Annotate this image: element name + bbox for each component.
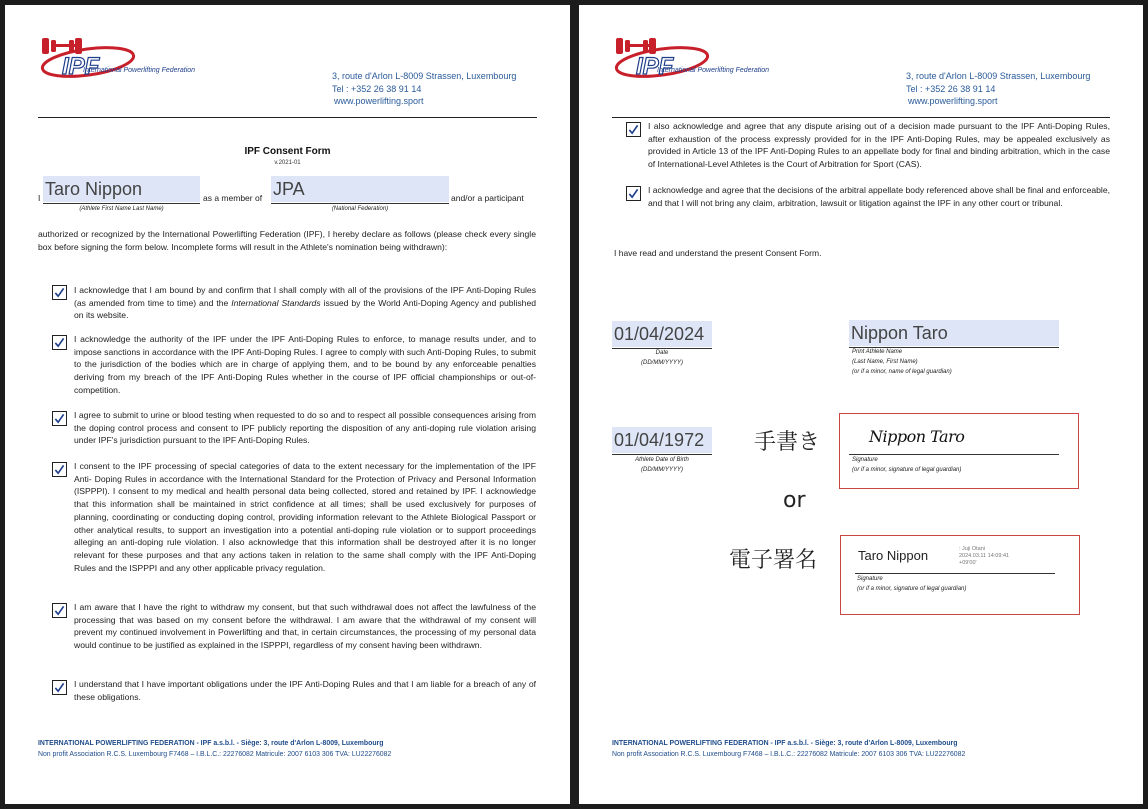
logo-letters: IPF [62, 53, 100, 80]
participant-text: and/or a participant [451, 193, 524, 203]
esign-underline [855, 573, 1055, 574]
header-divider [612, 117, 1110, 118]
date-format: (DD/MM/YYYY) [641, 360, 683, 366]
read-statement: I have read and understand the present Consent Form. [614, 248, 822, 258]
signature-sub: (or if a minor, signature of legal guardian) [852, 467, 962, 473]
dob-field[interactable]: 01/04/1972 [612, 427, 712, 453]
website-link[interactable]: www.powerlifting.sport [908, 96, 998, 106]
item-1-text-a: I acknowledge that I am bound by and confirm that I shall comply with all of the provisions of the IPF Anti-Doping Rules (as amended from time to time) and the [74, 285, 536, 308]
page-footer [612, 738, 965, 760]
page-2 [579, 5, 1143, 804]
esign-meta-1: : Juji Otani [959, 546, 985, 552]
signature-caption: Signature [852, 457, 878, 463]
checkbox-5[interactable] [52, 603, 67, 618]
esign-meta-3: +09'00' [959, 560, 977, 566]
prefix-i: I [38, 193, 41, 203]
check-icon [54, 682, 65, 693]
check-icon [628, 124, 639, 135]
esign-sub: (or if a minor, signature of legal guardian) [857, 586, 967, 592]
page-1 [5, 5, 570, 804]
handwritten-label: 手書き [754, 430, 821, 455]
check-icon [54, 337, 65, 348]
consent-item-2: I acknowledge the authority of the IPF under the IPF Anti-Doping Rules to enforce, to manage results under, and to impose sanctions in accordance with the IPF Anti-Doping Rules. I agree to comply with such Anti-Doping Rules, to submit to the jurisdiction of the bodies which are in charge of applying them, and to be bound by any enforceable penalties deriving from my breach of the IPF Anti-Doping Rules whether in the course of IPF official championships or out-of-competition. [74, 334, 536, 395]
handwritten-signature[interactable]: Nippon Taro [869, 427, 965, 446]
footer-line-2: Non profit Association R.C.S. Luxembourg F7468 – I.B.L.C.: 22276082 Matricule: 2007 6103 306 TVA: LU22276082 [38, 751, 392, 758]
check-icon [54, 605, 65, 616]
checkbox-8[interactable] [626, 186, 641, 201]
phone-line: Tel : +352 26 38 91 14 [906, 83, 996, 94]
athlete-name-caption: (Athlete First Name Last Name) [79, 206, 164, 212]
consent-item-7: I also acknowledge and agree that any dispute arising out of a decision made pursuant to the IPF Anti-Doping Rules, after exhaustion of the process expressly provided for in the IPF Anti-Doping Rules, may be appealed exclusively as provided in Article 13 of the IPF Anti-Doping Rules to an appellate body for final and binding arbitration, which in the case of International-Level Athletes is the Court of Arbitration for Sport (CAS). [648, 121, 1110, 170]
athlete-name-underline [43, 203, 200, 204]
print-name-underline [849, 347, 1059, 348]
date-caption: Date [655, 350, 669, 356]
federation-caption: (National Federation) [331, 206, 389, 212]
footer-line-2: Non profit Association R.C.S. Luxembourg F7468 – I.B.L.C.: 22276082 Matricule: 2007 6103 306 TVA: LU22276082 [612, 751, 966, 758]
intro-paragraph: authorized or recognized by the International Powerlifting Federation (IPF), I hereby declare as follows (please check every single box before signing the form below. Incomplete forms will result in the Athlete's nomination being withdrawn): [38, 229, 536, 252]
esign-caption: Signature [857, 576, 883, 582]
athlete-name-field[interactable]: Taro Nippon [43, 176, 200, 202]
federation-underline [271, 203, 449, 204]
date-underline [612, 348, 712, 349]
check-icon [54, 287, 65, 298]
website-link[interactable]: www.powerlifting.sport [334, 96, 424, 106]
logo-letters: IPF [636, 53, 674, 80]
header-divider [38, 117, 537, 118]
print-name-field[interactable]: Nippon Taro [849, 320, 1059, 346]
check-icon [54, 413, 65, 424]
check-icon [54, 464, 65, 475]
address-line: 3, route d'Arlon L-8009 Strassen, Luxembourg [906, 71, 1091, 81]
consent-item-5: I am aware that I have the right to withdraw my consent, but that such withdrawal does not affect the lawfulness of the processing that was based on my consent before the withdrawal. I am aware that the withdrawal of my consent will prevent my continued involvement in Powerlifting and that, in certain circumstances, the processing of my personal data would continue to be justified as explained in the ISPPPI, regardless of my consent having been withdrawn. [74, 602, 536, 651]
checkbox-4[interactable] [52, 462, 67, 477]
consent-item-4: I consent to the IPF processing of special categories of data to the extent necessary for the implementation of the IPF Anti- Doping Rules in accordance with the International Standard for the Protection of Privacy and Personal Information (ISPPPI). I consent to my medical and health personal data being collected, stored and retained by IPF. I acknowledge that this information shall be maintained in strict confidence at all times; shall be used exclusively for purposes of planning, coordinating or conducting doping control, providing information relevant to the Athlete Biological Passport or other analytical results, to support an investigation into a potential anti-doping rule violation or to support proceedings alleging an anti-doping rule violation. I also acknowledge that this information shall be destroyed after it is no longer relevant for these purposes and that any actions taken in relation to the same shall comply with the IPF Anti-Doping Rules and the ISPPPI and any other applicable privacy regulation. [74, 461, 536, 573]
or-label: or [783, 488, 806, 513]
handwritten-signature-box [839, 413, 1079, 489]
date-field[interactable]: 01/04/2024 [612, 321, 712, 347]
footer-line-1: INTERNATIONAL POWERLIFTING FEDERATION - IPF a.s.b.l. - Siège: 3, route d'Arlon L-8009, Luxembourg [612, 740, 958, 747]
footer-line-1: INTERNATIONAL POWERLIFTING FEDERATION - IPF a.s.b.l. - Siège: 3, route d'Arlon L-8009, Luxembourg [38, 740, 384, 747]
consent-item-8: I acknowledge and agree that the decisions of the arbitral appellate body referenced above shall be final and enforceable, and that I will not bring any claim, arbitration, lawsuit or litigation against the IPF in any other court or tribunal. [648, 185, 1110, 208]
checkbox-7[interactable] [626, 122, 641, 137]
federation-field[interactable]: JPA [271, 176, 449, 202]
member-text: as a member of [203, 193, 263, 203]
ipf-logo [612, 35, 812, 90]
form-version: v.2021-01 [274, 160, 301, 166]
item-1-emphasis: International Standards [231, 297, 321, 308]
federation-name: International Powerlifting Federation [657, 67, 770, 74]
page-footer [38, 738, 391, 760]
checkbox-1[interactable] [52, 285, 67, 300]
phone-line: Tel : +352 26 38 91 14 [332, 83, 422, 94]
page-title: IPF Consent Form [244, 146, 331, 157]
ipf-logo [38, 35, 238, 90]
address-line: 3, route d'Arlon L-8009 Strassen, Luxembourg [332, 71, 517, 81]
dob-underline [612, 454, 712, 455]
checkbox-3[interactable] [52, 411, 67, 426]
dob-caption: Athlete Date of Birth [635, 457, 689, 463]
print-name-sub-1: (Last Name, First Name) [852, 359, 918, 365]
checkbox-6[interactable] [52, 680, 67, 695]
esign-meta-2: 2024.03.11 14:09:41 [959, 553, 1010, 559]
item-1-text-b: issued by the World Anti-Doping Agency and published on its website. [74, 297, 537, 321]
check-icon [628, 188, 639, 199]
signature-underline [849, 454, 1059, 455]
esign-metadata [959, 546, 1009, 567]
print-name-sub-2: (or if a minor, name of legal guardian) [852, 369, 952, 375]
federation-name: International Powerlifting Federation [83, 67, 196, 74]
address-block [332, 70, 516, 108]
dob-format: (DD/MM/YYYY) [641, 467, 683, 473]
checkbox-2[interactable] [52, 335, 67, 350]
address-block [906, 70, 1090, 108]
consent-item-1 [74, 284, 536, 322]
esign-name[interactable]: Taro Nippon [858, 548, 929, 563]
esign-label: 電子署名 [729, 548, 818, 573]
consent-item-3: I agree to submit to urine or blood testing when requested to do so and to respect all possible consequences arising from the doping control process and consent to IPF publicly reporting the disposition of any anti-doping rule violation arising under IPF's jurisdiction pursuant to the IPF Anti-Doping Rules. [74, 410, 536, 446]
consent-item-6: I understand that I have important obligations under the IPF Anti-Doping Rules and that I am liable for a breach of any of these obligations. [74, 679, 536, 702]
print-name-caption: Print Athlete Name [852, 349, 903, 355]
